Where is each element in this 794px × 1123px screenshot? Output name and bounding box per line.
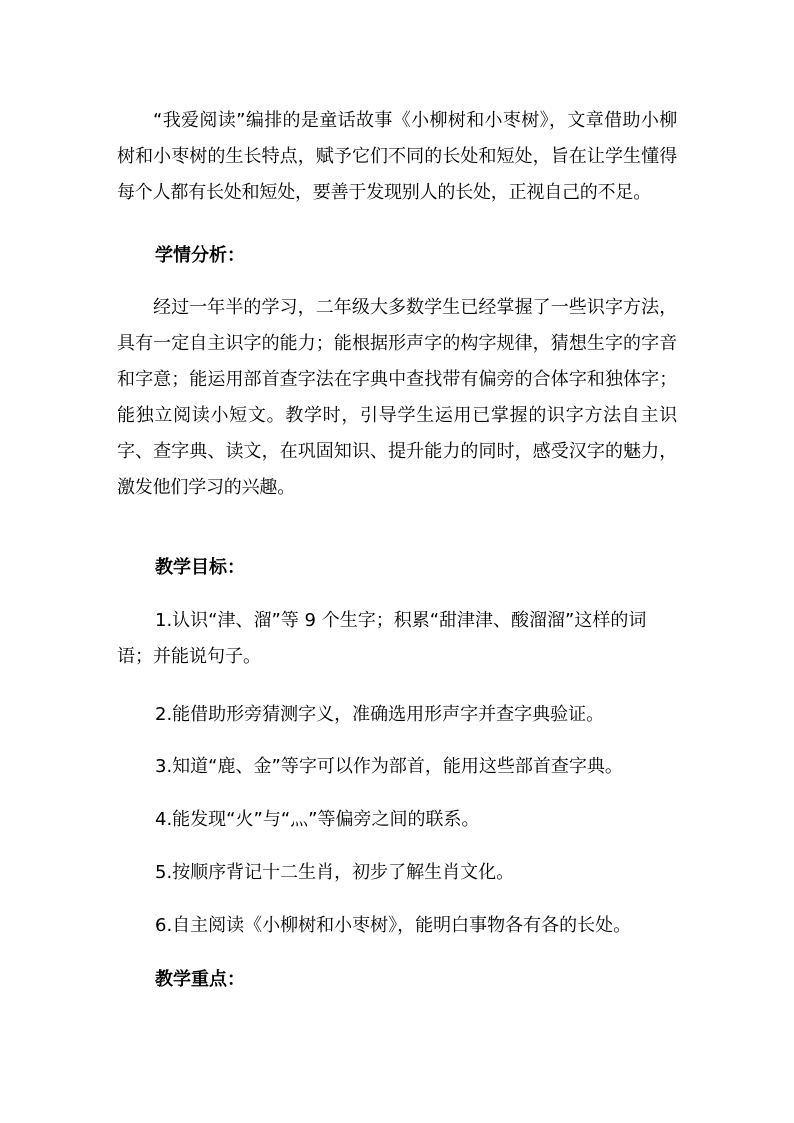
learning-analysis-paragraph: 经过一年半的学习，二年级大多数学生已经掌握了一些识字方法，具有一定自主识字的能力；能根据形声字的构字规律，猜想生字的字音和字意；能运用部首查字法在字典中查找带有偏旁的合体字和独体字；能独立阅读小短文。教学时，引导学生运用已掌握的识字方法自主识字、查字典、读文，在巩固知识、提升能力的同时，感受汉字的魅力，激发他们学习的兴趣。 xyxy=(117,297,677,498)
teaching-goal-item-4: 4.能发现“火”与“灬”等偏旁之间的联系。 xyxy=(155,809,480,830)
teaching-focus-heading: 教学重点： xyxy=(155,969,245,990)
teaching-goal-item-6: 6.自主阅读《小柳树和小枣树》，能明白事物各有各的长处。 xyxy=(155,915,632,936)
teaching-goal-item-1: 1.认识“津、溜”等 9 个生字；积累“甜津津、酸溜溜”这样的词语；并能说句子。 xyxy=(117,610,647,667)
teaching-goal-item-2: 2.能借助形旁猜测字义，准确选用形声字并查字典验证。 xyxy=(155,704,605,725)
learning-analysis-heading: 学情分析： xyxy=(155,245,245,266)
teaching-goals-heading: 教学目标： xyxy=(155,557,245,578)
teaching-goal-item-5: 5.按顺序背记十二生肖，初步了解生肖文化。 xyxy=(155,862,515,883)
intro-paragraph: “我爱阅读”编排的是童话故事《小柳树和小枣树》，文章借助小柳树和小枣树的生长特点，赋予它们不同的长处和短处，旨在让学生懂得每个人都有长处和短处，要善于发现别人的长处，正视自己的不足。 xyxy=(117,110,677,203)
teaching-goal-item-3: 3.知道“鹿、金”等字可以作为部首，能用这些部首查字典。 xyxy=(155,756,623,777)
